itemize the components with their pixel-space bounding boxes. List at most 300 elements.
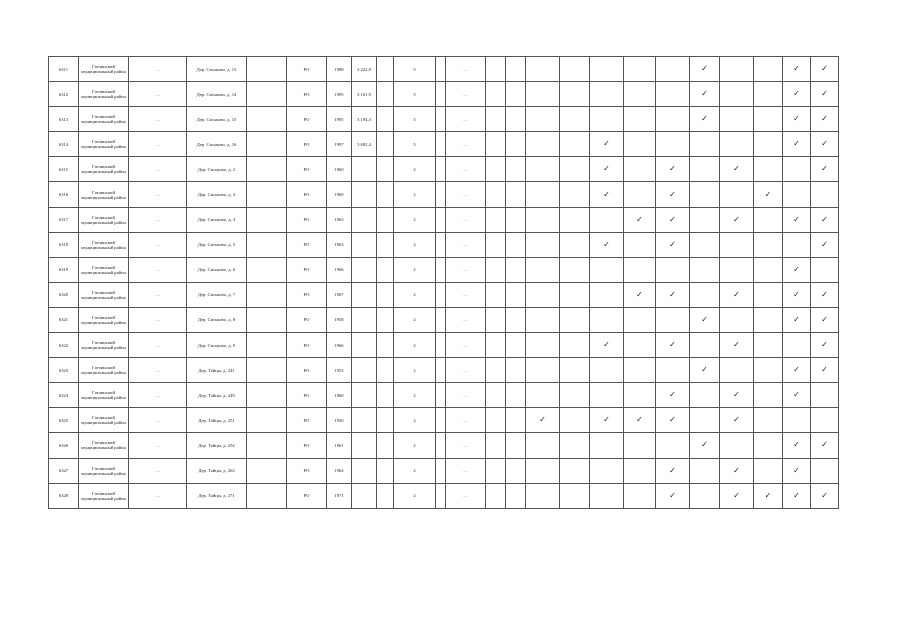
check-cell	[526, 483, 560, 508]
checkmark-icon: ✓	[733, 340, 740, 350]
check-cell	[754, 57, 783, 82]
table-row	[49, 232, 839, 257]
checkmark-icon: ✓	[733, 465, 740, 475]
check-cell	[690, 458, 720, 483]
checkmark-icon: ✓	[793, 64, 800, 74]
check-cell	[560, 358, 590, 383]
check-cell	[590, 107, 624, 132]
floors-cell: 2	[394, 182, 436, 207]
buildings-table	[48, 56, 839, 509]
check-cell	[811, 483, 839, 508]
checkmark-icon: ✓	[764, 490, 772, 500]
blank-cell	[377, 458, 394, 483]
year-cell: 1958	[327, 307, 352, 332]
check-cell	[506, 282, 526, 307]
area-cell: 3 682,4	[352, 132, 377, 157]
area-cell	[352, 408, 377, 433]
check-cell	[811, 232, 839, 257]
type-cell: РО	[287, 282, 327, 307]
row-number: 6316	[49, 182, 79, 207]
checkmark-icon: ✓	[793, 390, 800, 400]
floors-cell: 2	[394, 157, 436, 182]
code-cell	[247, 232, 287, 257]
check-cell	[624, 307, 656, 332]
type-cell: РО	[287, 207, 327, 232]
check-cell	[690, 207, 720, 232]
settlement-cell: …	[129, 458, 187, 483]
check-cell	[656, 333, 690, 358]
area-cell	[352, 282, 377, 307]
check-cell	[506, 333, 526, 358]
year-cell: 1966	[327, 333, 352, 358]
check-cell	[506, 207, 526, 232]
works-cell: …	[446, 333, 486, 358]
checkmark-icon: ✓	[821, 340, 828, 350]
check-cell	[656, 282, 690, 307]
district-cell: Гатчинский муниципальный район	[79, 458, 129, 483]
area-cell	[352, 307, 377, 332]
table-body	[49, 57, 839, 509]
settlement-cell: …	[129, 82, 187, 107]
checkmark-icon: ✓	[793, 264, 800, 274]
check-cell	[754, 182, 783, 207]
checkmark-icon: ✓	[603, 415, 610, 425]
check-cell	[690, 107, 720, 132]
blank-cell	[377, 383, 394, 408]
checkmark-icon: ✓	[793, 490, 800, 500]
check-cell	[720, 408, 754, 433]
checkmark-icon: ✓	[793, 465, 800, 475]
check-cell	[783, 383, 811, 408]
blank-cell	[436, 182, 446, 207]
check-cell	[811, 107, 839, 132]
district-cell: Гатчинский муниципальный район	[79, 358, 129, 383]
area-cell	[352, 182, 377, 207]
checkmark-icon: ✓	[603, 340, 610, 350]
code-cell	[247, 307, 287, 332]
checkmark-icon: ✓	[669, 164, 676, 174]
checkmark-icon: ✓	[821, 239, 828, 249]
check-cell	[754, 383, 783, 408]
code-cell	[247, 282, 287, 307]
check-cell	[690, 333, 720, 358]
check-cell	[720, 483, 754, 508]
check-cell	[526, 207, 560, 232]
check-cell	[560, 282, 590, 307]
check-cell	[720, 282, 754, 307]
floors-cell: 2	[394, 433, 436, 458]
code-cell	[247, 107, 287, 132]
check-cell	[754, 82, 783, 107]
check-cell	[590, 408, 624, 433]
check-cell	[720, 182, 754, 207]
blank-cell	[377, 157, 394, 182]
blank-cell	[436, 132, 446, 157]
checkmark-icon: ✓	[821, 440, 828, 450]
check-cell	[656, 82, 690, 107]
blank-cell	[436, 433, 446, 458]
checkmark-icon: ✓	[733, 415, 740, 425]
check-cell	[656, 232, 690, 257]
check-cell	[720, 307, 754, 332]
check-cell	[811, 408, 839, 433]
area-cell	[352, 207, 377, 232]
checkmark-icon: ✓	[821, 314, 828, 324]
checkmark-icon: ✓	[821, 289, 828, 299]
check-cell	[624, 182, 656, 207]
check-cell	[811, 82, 839, 107]
district-cell: Гатчинский муниципальный район	[79, 132, 129, 157]
address-cell: Дер. Тайцы, д. 249	[187, 383, 247, 408]
check-cell	[486, 107, 506, 132]
checkmark-icon: ✓	[733, 289, 740, 299]
area-cell	[352, 232, 377, 257]
blank-cell	[436, 483, 446, 508]
area-cell	[352, 483, 377, 508]
check-cell	[560, 408, 590, 433]
check-cell	[590, 257, 624, 282]
checkmark-icon: ✓	[821, 365, 828, 375]
settlement-cell: …	[129, 207, 187, 232]
checkmark-icon: ✓	[669, 390, 676, 400]
check-cell	[754, 307, 783, 332]
settlement-cell: …	[129, 383, 187, 408]
type-cell: РО	[287, 182, 327, 207]
check-cell	[486, 408, 506, 433]
check-cell	[783, 57, 811, 82]
check-cell	[720, 333, 754, 358]
check-cell	[590, 307, 624, 332]
check-cell	[656, 433, 690, 458]
blank-cell	[377, 433, 394, 458]
type-cell: РО	[287, 433, 327, 458]
works-cell: …	[446, 207, 486, 232]
row-number: 6323	[49, 358, 79, 383]
blank-cell	[436, 232, 446, 257]
floors-cell: 2	[394, 257, 436, 282]
year-cell: 1971	[327, 483, 352, 508]
row-number: 6319	[49, 257, 79, 282]
district-cell: Гатчинский муниципальный район	[79, 207, 129, 232]
works-cell: …	[446, 408, 486, 433]
floors-cell: 2	[394, 307, 436, 332]
blank-cell	[436, 307, 446, 332]
area-cell: 3 161,9	[352, 82, 377, 107]
check-cell	[624, 383, 656, 408]
checkmark-icon: ✓	[733, 214, 740, 224]
checkmark-icon: ✓	[636, 214, 643, 224]
address-cell: Дер. Сиськово, д. 9	[187, 333, 247, 358]
check-cell	[506, 82, 526, 107]
code-cell	[247, 433, 287, 458]
check-cell	[486, 483, 506, 508]
check-cell	[624, 232, 656, 257]
check-cell	[656, 132, 690, 157]
check-cell	[560, 82, 590, 107]
check-cell	[560, 383, 590, 408]
address-cell: Дер. Сиськово, д. 15	[187, 107, 247, 132]
district-cell: Гатчинский муниципальный район	[79, 383, 129, 408]
checkmark-icon: ✓	[793, 289, 800, 299]
check-cell	[590, 383, 624, 408]
row-number: 6315	[49, 157, 79, 182]
check-cell	[811, 458, 839, 483]
check-cell	[590, 458, 624, 483]
check-cell	[811, 358, 839, 383]
works-cell: …	[446, 458, 486, 483]
checkmark-icon: ✓	[669, 340, 676, 350]
check-cell	[590, 132, 624, 157]
check-cell	[754, 207, 783, 232]
settlement-cell: …	[129, 232, 187, 257]
check-cell	[560, 207, 590, 232]
check-cell	[486, 232, 506, 257]
check-cell	[526, 307, 560, 332]
table-row	[49, 257, 839, 282]
check-cell	[486, 82, 506, 107]
check-cell	[720, 232, 754, 257]
check-cell	[754, 433, 783, 458]
check-cell	[754, 282, 783, 307]
checkmark-icon: ✓	[793, 214, 800, 224]
floors-cell: 2	[394, 232, 436, 257]
settlement-cell: …	[129, 257, 187, 282]
check-cell	[560, 57, 590, 82]
table-row	[49, 333, 839, 358]
check-cell	[783, 132, 811, 157]
address-cell: Дер. Сиськово, д. 3	[187, 182, 247, 207]
check-cell	[690, 182, 720, 207]
check-cell	[656, 458, 690, 483]
row-number: 6322	[49, 333, 79, 358]
check-cell	[720, 383, 754, 408]
check-cell	[783, 232, 811, 257]
check-cell	[486, 207, 506, 232]
check-cell	[656, 307, 690, 332]
area-cell	[352, 383, 377, 408]
check-cell	[783, 182, 811, 207]
blank-cell	[377, 408, 394, 433]
type-cell: РО	[287, 232, 327, 257]
code-cell	[247, 57, 287, 82]
check-cell	[754, 333, 783, 358]
check-cell	[690, 57, 720, 82]
check-cell	[690, 157, 720, 182]
row-number: 6317	[49, 207, 79, 232]
check-cell	[690, 282, 720, 307]
check-cell	[783, 458, 811, 483]
check-cell	[783, 82, 811, 107]
check-cell	[526, 433, 560, 458]
works-cell: …	[446, 257, 486, 282]
floors-cell: 5	[394, 57, 436, 82]
row-number: 6311	[49, 57, 79, 82]
address-cell: Дер. Сиськово, д. 4	[187, 207, 247, 232]
floors-cell: 5	[394, 132, 436, 157]
table-row	[49, 383, 839, 408]
code-cell	[247, 383, 287, 408]
district-cell: Гатчинский муниципальный район	[79, 82, 129, 107]
area-cell	[352, 358, 377, 383]
address-cell: Дер. Сиськово, д. 14	[187, 82, 247, 107]
code-cell	[247, 257, 287, 282]
type-cell: РО	[287, 333, 327, 358]
checkmark-icon: ✓	[701, 314, 708, 324]
check-cell	[811, 207, 839, 232]
type-cell: РО	[287, 57, 327, 82]
address-cell: Дер. Сиськово, д. 6	[187, 257, 247, 282]
check-cell	[590, 82, 624, 107]
checkmark-icon: ✓	[821, 214, 828, 224]
check-cell	[720, 132, 754, 157]
row-number: 6327	[49, 458, 79, 483]
blank-cell	[436, 82, 446, 107]
check-cell	[811, 57, 839, 82]
check-cell	[560, 483, 590, 508]
check-cell	[811, 433, 839, 458]
works-cell: …	[446, 82, 486, 107]
check-cell	[811, 307, 839, 332]
year-cell: 1967	[327, 282, 352, 307]
settlement-cell: …	[129, 408, 187, 433]
check-cell	[811, 333, 839, 358]
blank-cell	[377, 207, 394, 232]
year-cell: 1964	[327, 458, 352, 483]
address-cell: Дер. Тайцы, д. 262	[187, 458, 247, 483]
check-cell	[783, 257, 811, 282]
check-cell	[783, 408, 811, 433]
checkmark-icon: ✓	[603, 164, 610, 174]
checkmark-icon: ✓	[669, 239, 676, 249]
floors-cell: 2	[394, 358, 436, 383]
check-cell	[720, 358, 754, 383]
works-cell: …	[446, 282, 486, 307]
type-cell: РО	[287, 132, 327, 157]
check-cell	[590, 358, 624, 383]
code-cell	[247, 82, 287, 107]
settlement-cell: …	[129, 107, 187, 132]
check-cell	[506, 383, 526, 408]
check-cell	[783, 483, 811, 508]
check-cell	[526, 107, 560, 132]
check-cell	[811, 157, 839, 182]
row-number: 6320	[49, 282, 79, 307]
check-cell	[754, 483, 783, 508]
blank-cell	[436, 333, 446, 358]
row-number: 6314	[49, 132, 79, 157]
check-cell	[720, 257, 754, 282]
settlement-cell: …	[129, 132, 187, 157]
works-cell: …	[446, 107, 486, 132]
blank-cell	[377, 107, 394, 132]
floors-cell: 2	[394, 408, 436, 433]
check-cell	[720, 82, 754, 107]
check-cell	[624, 358, 656, 383]
check-cell	[506, 358, 526, 383]
checkmark-icon: ✓	[669, 289, 676, 299]
check-cell	[590, 157, 624, 182]
check-cell	[526, 82, 560, 107]
check-cell	[783, 282, 811, 307]
check-cell	[526, 458, 560, 483]
table-row	[49, 107, 839, 132]
check-cell	[720, 207, 754, 232]
code-cell	[247, 458, 287, 483]
area-cell: 3 222,9	[352, 57, 377, 82]
check-cell	[656, 257, 690, 282]
district-cell: Гатчинский муниципальный район	[79, 483, 129, 508]
check-cell	[624, 207, 656, 232]
year-cell: 1995	[327, 82, 352, 107]
address-cell: Дер. Сиськово, д. 2	[187, 157, 247, 182]
check-cell	[506, 107, 526, 132]
settlement-cell: …	[129, 282, 187, 307]
check-cell	[560, 433, 590, 458]
blank-cell	[377, 257, 394, 282]
check-cell	[656, 157, 690, 182]
row-number: 6318	[49, 232, 79, 257]
check-cell	[783, 307, 811, 332]
check-cell	[624, 282, 656, 307]
blank-cell	[436, 157, 446, 182]
table-row	[49, 57, 839, 82]
check-cell	[811, 257, 839, 282]
area-cell	[352, 458, 377, 483]
check-cell	[506, 257, 526, 282]
blank-cell	[377, 57, 394, 82]
check-cell	[783, 107, 811, 132]
check-cell	[486, 57, 506, 82]
district-cell: Гатчинский муниципальный район	[79, 307, 129, 332]
blank-cell	[377, 307, 394, 332]
type-cell: РО	[287, 483, 327, 508]
check-cell	[560, 333, 590, 358]
check-cell	[486, 358, 506, 383]
check-cell	[656, 57, 690, 82]
floors-cell: 2	[394, 483, 436, 508]
table-row	[49, 408, 839, 433]
type-cell: РО	[287, 107, 327, 132]
table-row	[49, 157, 839, 182]
address-cell: Дер. Сиськово, д. 16	[187, 132, 247, 157]
check-cell	[754, 157, 783, 182]
works-cell: …	[446, 383, 486, 408]
checkmark-icon: ✓	[669, 189, 676, 199]
floors-cell: 2	[394, 383, 436, 408]
settlement-cell: …	[129, 307, 187, 332]
code-cell	[247, 207, 287, 232]
checkmark-icon: ✓	[636, 289, 643, 299]
checkmark-icon: ✓	[539, 415, 546, 425]
check-cell	[690, 383, 720, 408]
check-cell	[656, 408, 690, 433]
check-cell	[590, 207, 624, 232]
address-cell: Дер. Сиськово, д. 5	[187, 232, 247, 257]
check-cell	[754, 232, 783, 257]
check-cell	[624, 107, 656, 132]
check-cell	[486, 333, 506, 358]
checkmark-icon: ✓	[793, 365, 800, 375]
works-cell: …	[446, 483, 486, 508]
check-cell	[811, 182, 839, 207]
check-cell	[590, 333, 624, 358]
check-cell	[720, 107, 754, 132]
row-number: 6321	[49, 307, 79, 332]
works-cell: …	[446, 157, 486, 182]
code-cell	[247, 483, 287, 508]
district-cell: Гатчинский муниципальный район	[79, 232, 129, 257]
check-cell	[656, 383, 690, 408]
